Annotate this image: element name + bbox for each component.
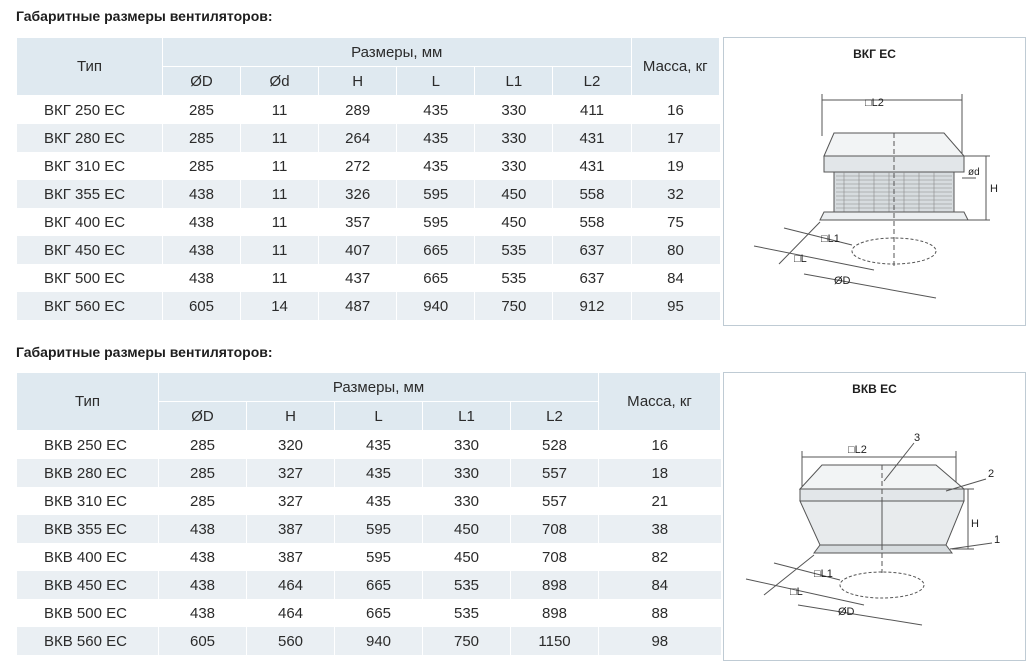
value-cell: 528 [511,431,599,460]
value-cell: 450 [475,180,553,208]
value-cell: 535 [475,264,553,292]
value-cell: 431 [553,152,631,180]
header-dimensions: Размеры, мм [162,38,631,67]
table-row [17,459,721,487]
section-title-1: Габаритные размеры вентиляторов: [16,8,273,24]
value-cell: 285 [159,459,247,487]
value-cell: 38 [599,515,721,543]
value-cell: 450 [475,208,553,236]
value-cell: 357 [319,208,397,236]
table-row [17,515,721,543]
header-col-d: ØD [159,402,247,431]
value-cell: 435 [335,459,423,487]
value-cell: 438 [162,264,240,292]
value-cell: 285 [159,431,247,460]
header-col-l: L [335,402,423,431]
value-cell: 912 [553,292,631,320]
value-cell: 595 [335,543,423,571]
model-cell: ВКВ 560 ЕС [17,627,159,655]
dimensions-table-vkg [16,37,720,320]
value-cell: 558 [553,180,631,208]
value-cell: 557 [511,487,599,515]
value-cell: 595 [335,515,423,543]
label-h: H [990,183,998,195]
value-cell: 1150 [511,627,599,655]
table-row [17,180,720,208]
value-cell: 327 [247,487,335,515]
value-cell: 665 [397,236,475,264]
diagram-title-vkg: ВКГ ЕС [853,47,896,61]
table-row [17,264,720,292]
value-cell: 487 [319,292,397,320]
value-cell: 605 [159,627,247,655]
value-cell: 11 [241,180,319,208]
value-cell: 82 [599,543,721,571]
model-cell: ВКГ 310 ЕС [17,152,163,180]
table-row [17,292,720,320]
value-cell: 11 [241,152,319,180]
label-callout-2: 2 [988,468,995,480]
value-cell: 708 [511,543,599,571]
value-cell: 665 [397,264,475,292]
header-mass: Масса, кг [631,38,719,96]
value-cell: 438 [159,543,247,571]
value-cell: 535 [423,571,511,599]
value-cell: 11 [241,96,319,125]
value-cell: 285 [162,96,240,125]
value-cell: 438 [159,571,247,599]
table-row [17,124,720,152]
table-row [17,487,721,515]
header-col-d: ØD [162,67,240,96]
value-cell: 898 [511,599,599,627]
value-cell: 665 [335,599,423,627]
model-cell: ВКГ 560 ЕС [17,292,163,320]
label-l: □L [794,253,807,265]
label-callout-3: 3 [914,432,921,444]
diagram-title-vkv: ВКВ ЕС [852,382,897,396]
header-col-d-small: Ød [241,67,319,96]
value-cell: 435 [397,96,475,125]
label-l1: □L1 [814,568,833,580]
value-cell: 387 [247,515,335,543]
label-d-small: ød [968,167,980,178]
header-mass: Масса, кг [599,373,721,431]
value-cell: 80 [631,236,719,264]
value-cell: 750 [475,292,553,320]
label-h: H [971,518,979,530]
table-row [17,543,721,571]
value-cell: 450 [423,515,511,543]
value-cell: 557 [511,459,599,487]
model-cell: ВКВ 250 ЕС [17,431,159,460]
table-row [17,599,721,627]
value-cell: 637 [553,236,631,264]
value-cell: 264 [319,124,397,152]
value-cell: 14 [241,292,319,320]
value-cell: 330 [423,431,511,460]
value-cell: 438 [159,515,247,543]
value-cell: 411 [553,96,631,125]
model-cell: ВКВ 500 ЕС [17,599,159,627]
value-cell: 289 [319,96,397,125]
table-row [17,431,721,460]
value-cell: 84 [631,264,719,292]
model-cell: ВКВ 400 ЕС [17,543,159,571]
table-row [17,152,720,180]
value-cell: 17 [631,124,719,152]
table-row [17,208,720,236]
label-callout-1: 1 [994,534,1001,546]
value-cell: 940 [335,627,423,655]
value-cell: 285 [162,124,240,152]
label-d-big: ØD [838,606,855,618]
model-cell: ВКВ 355 ЕС [17,515,159,543]
value-cell: 438 [162,208,240,236]
value-cell: 98 [599,627,721,655]
value-cell: 75 [631,208,719,236]
value-cell: 435 [397,152,475,180]
label-l1: □L1 [821,233,840,245]
model-cell: ВКГ 250 ЕС [17,96,163,125]
value-cell: 11 [241,264,319,292]
vkv-fan-drawing [724,373,1025,660]
value-cell: 330 [423,459,511,487]
value-cell: 898 [511,571,599,599]
value-cell: 595 [397,208,475,236]
value-cell: 19 [631,152,719,180]
value-cell: 605 [162,292,240,320]
value-cell: 940 [397,292,475,320]
value-cell: 21 [599,487,721,515]
label-d-big: ØD [834,275,851,287]
header-type: Тип [17,38,163,96]
value-cell: 330 [475,96,553,125]
value-cell: 387 [247,543,335,571]
model-cell: ВКГ 450 ЕС [17,236,163,264]
header-col-l2: L2 [511,402,599,431]
value-cell: 11 [241,124,319,152]
model-cell: ВКГ 400 ЕС [17,208,163,236]
value-cell: 272 [319,152,397,180]
header-type: Тип [17,373,159,431]
section-title-2: Габаритные размеры вентиляторов: [16,344,273,360]
value-cell: 708 [511,515,599,543]
value-cell: 637 [553,264,631,292]
value-cell: 330 [423,487,511,515]
model-cell: ВКВ 280 ЕС [17,459,159,487]
value-cell: 435 [335,431,423,460]
value-cell: 535 [423,599,511,627]
value-cell: 558 [553,208,631,236]
value-cell: 88 [599,599,721,627]
model-cell: ВКГ 355 ЕС [17,180,163,208]
label-l2: □L2 [848,444,867,456]
value-cell: 11 [241,236,319,264]
value-cell: 32 [631,180,719,208]
value-cell: 285 [162,152,240,180]
value-cell: 535 [475,236,553,264]
vkg-fan-drawing [724,38,1025,325]
value-cell: 320 [247,431,335,460]
model-cell: ВКВ 310 ЕС [17,487,159,515]
value-cell: 16 [631,96,719,125]
value-cell: 285 [159,487,247,515]
value-cell: 84 [599,571,721,599]
header-col-h: H [319,67,397,96]
value-cell: 435 [335,487,423,515]
value-cell: 560 [247,627,335,655]
table-row [17,627,721,655]
header-col-h: H [247,402,335,431]
value-cell: 330 [475,124,553,152]
header-dimensions: Размеры, мм [159,373,599,402]
diagram-vkg [723,37,1026,326]
label-l2: □L2 [865,97,884,109]
model-cell: ВКГ 500 ЕС [17,264,163,292]
header-col-l1: L1 [423,402,511,431]
table-row [17,96,720,125]
value-cell: 326 [319,180,397,208]
value-cell: 11 [241,208,319,236]
value-cell: 407 [319,236,397,264]
value-cell: 464 [247,571,335,599]
table-row [17,236,720,264]
table-row [17,571,721,599]
value-cell: 330 [475,152,553,180]
value-cell: 16 [599,431,721,460]
value-cell: 464 [247,599,335,627]
diagram-vkv [723,372,1026,661]
dimensions-table-vkv [16,372,721,655]
value-cell: 327 [247,459,335,487]
value-cell: 435 [397,124,475,152]
value-cell: 437 [319,264,397,292]
header-col-l2: L2 [553,67,631,96]
value-cell: 95 [631,292,719,320]
model-cell: ВКВ 450 ЕС [17,571,159,599]
label-l: □L [790,586,803,598]
value-cell: 665 [335,571,423,599]
value-cell: 438 [159,599,247,627]
value-cell: 595 [397,180,475,208]
header-col-l: L [397,67,475,96]
value-cell: 431 [553,124,631,152]
value-cell: 750 [423,627,511,655]
header-col-l1: L1 [475,67,553,96]
value-cell: 438 [162,180,240,208]
value-cell: 438 [162,236,240,264]
model-cell: ВКГ 280 ЕС [17,124,163,152]
value-cell: 18 [599,459,721,487]
value-cell: 450 [423,543,511,571]
